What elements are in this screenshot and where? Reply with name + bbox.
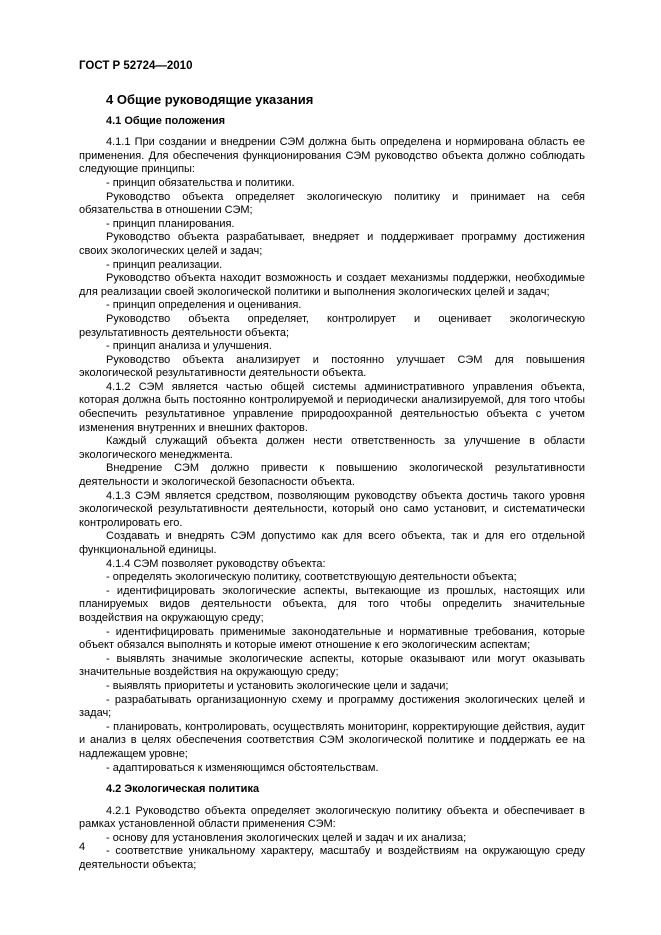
paragraph: Руководство объекта определяет, контролирует и оценивает экологическую результативность деятельности объекта;	[79, 312, 585, 339]
paragraph: - адаптироваться к изменяющимся обстоятельствам.	[106, 761, 379, 774]
paragraph: - принцип планирования.	[106, 217, 235, 230]
paragraph: - соответствие уникальному характеру, масштабу и воздействиям на окружающую среду деятельности объекта;	[79, 845, 585, 872]
paragraph: Руководство объекта анализирует и постоянно улучшает СЭМ для повышения экологической результативности деятельности объекта.	[79, 353, 585, 380]
paragraph: - принцип определения и оценивания.	[106, 299, 302, 312]
paragraph: 4.1.1 При создании и внедрении СЭМ должна быть определена и нормирована область ее применения. Для обеспечения функционирования СЭМ руководство объекта должно соблюдать следующие принципы:	[79, 136, 585, 176]
paragraph: - основу для установления экологических целей и задач и их анализа;	[106, 831, 467, 844]
paragraph: Каждый служащий объекта должен нести ответственность за улучшение в области экологического менеджмента.	[79, 435, 585, 461]
standard-code-header: ГОСТ Р 52724—2010	[79, 60, 193, 72]
page-content	[79, 88, 585, 873]
paragraph: - разрабатывать организационную схему и программу достижения экологических целей и задач;	[79, 693, 585, 720]
paragraph: Руководство объекта разрабатывает, внедряет и поддерживает программу достижения своих экологических целей и задач;	[79, 231, 585, 257]
paragraph: - принцип анализа и улучшения.	[106, 340, 272, 353]
paragraph: - определять экологическую политику, соответствующую деятельности объекта;	[106, 571, 517, 584]
paragraph: - идентифицировать применимые законодательные и нормативные требования, которые объект обязался выполнять и которые имеют отношение к его экологическим аспектам;	[79, 625, 585, 652]
page-number: 4	[79, 841, 86, 853]
paragraph: - планировать, контролировать, осуществлять мониторинг, корректирующие действия, аудит и анализ в целях обеспечения соответствия СЭМ экологической политике и поддержать ее на надлежащем уровне;	[79, 720, 585, 760]
paragraph: - идентифицировать экологические аспекты, вытекающие из прошлых, настоящих или планируемых видов деятельности объекта, для того чтобы определить значительные воздействия на окружающую среду;	[79, 584, 585, 624]
paragraph: Создавать и внедрять СЭМ допустимо как для всего объекта, так и для его отдельной функциональной единицы.	[79, 530, 585, 556]
subsection-4-2-body	[79, 805, 585, 873]
paragraph: 4.1.4 СЭМ позволяет руководству объекта:	[106, 557, 326, 570]
subsection-title-4-2: 4.2 Экологическая политика	[106, 783, 260, 796]
paragraph: - выявлять значимые экологические аспекты, которые оказывают или могут оказывать значительные воздействия на окружающую среду;	[79, 652, 585, 679]
section-title: 4 Общие руководящие указания	[106, 92, 314, 107]
paragraph: - принцип реализации.	[106, 258, 223, 271]
subsection-4-1-body	[79, 136, 585, 775]
paragraph: 4.2.1 Руководство объекта определяет экологическую политику объекта и обеспечивает в рамках установленной области применения СЭМ:	[79, 804, 585, 831]
paragraph: Руководство объекта определяет экологическую политику и принимает на себя обязательства в отношении СЭМ;	[79, 190, 585, 217]
paragraph: Руководство объекта находит возможность и создает механизмы поддержки, необходимые для реализации своей экологической политики и выполнения экологических целей и задач;	[79, 272, 585, 298]
paragraph: Внедрение СЭМ должно привести к повышению экологической результативности деятельности и экологической безопасности объекта.	[79, 462, 585, 489]
subsection-title-4-1: 4.1 Общие положения	[106, 114, 226, 127]
paragraph: - принцип обязательства и политики.	[106, 176, 295, 189]
paragraph: - выявлять приоритеты и установить экологические цели и задачи;	[106, 679, 449, 692]
paragraph: 4.1.3 СЭМ является средством, позволяющим руководству объекта достичь такого уровня экологической результативности деятельности, который оно само установит, и систематически контролировать его.	[79, 489, 585, 529]
paragraph: 4.1.2 СЭМ является частью общей системы административного управления объекта, которая должна быть постоянно контролируемой и периодически анализируемой, для того чтобы обеспечить результативное управление природоохранной деятельностью объекта с учетом изменения внутренних и внешних факторов.	[79, 380, 585, 434]
